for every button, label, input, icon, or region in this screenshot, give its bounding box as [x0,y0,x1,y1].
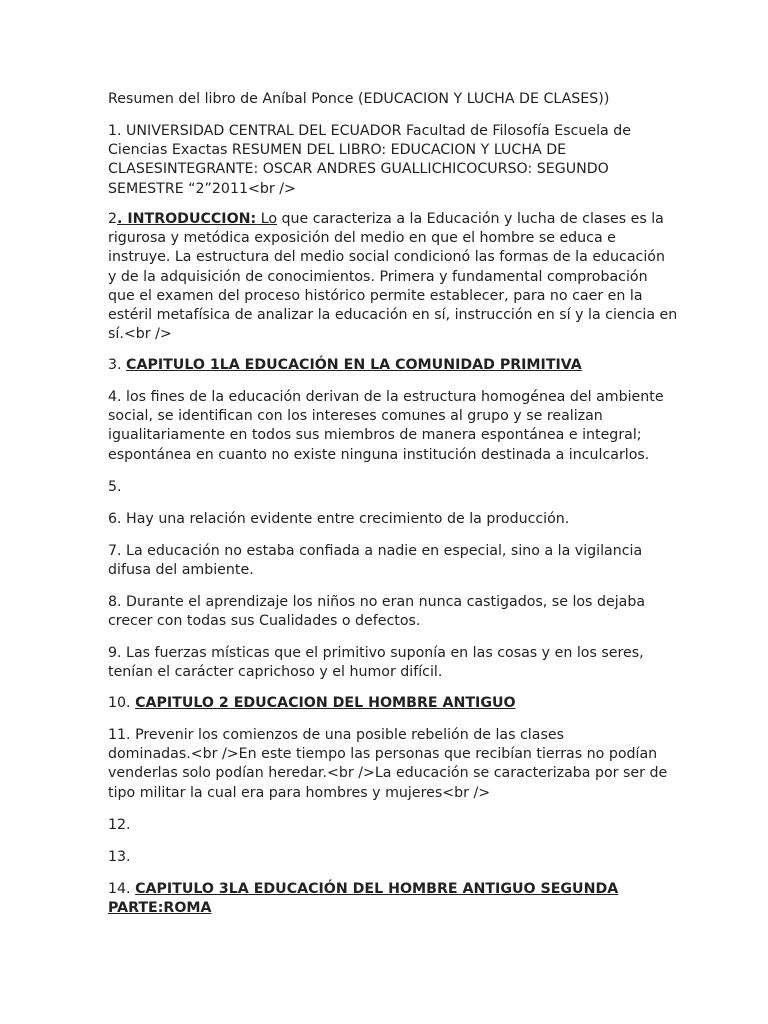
paragraph-1 [108,122,668,199]
capitulo-2-heading: CAPITULO 2 EDUCACION DEL HOMBRE ANTIGUO [135,695,516,711]
paragraph-2-number: 2 [108,211,118,227]
paragraph-4-line-3: igualitariamente en todos sus miembros de manera espontánea e integral; [108,427,642,444]
paragraph-13: 13. [108,849,131,865]
paragraph-3 [108,356,668,375]
paragraph-4-line-1: 4. los fines de la educación derivan de la estructura homogénea del ambiente [108,389,664,405]
paragraph-4 [108,388,668,465]
paragraph-8 [108,593,668,631]
paragraph-11-line-3: venderlas solo podían heredar.<br />La educación se caracterizaba por ser de [108,765,668,782]
paragraph-1-line-3: CLASESINTEGRANTE: OSCAR ANDRES GUALLICHICOCURSO: SEGUNDO [108,161,609,178]
paragraph-2-line-7: sí.<br /> [108,326,172,343]
paragraph-4-line-2: social, se identifican con los intereses comunes al grupo y se realizan [108,408,603,425]
paragraph-7-line-1: 7. La educación no estaba confiada a nadie en especial, sino a la vigilancia [108,543,643,559]
paragraph-12: 12. [108,817,131,833]
paragraph-8-line-1: 8. Durante el aprendizaje los niños no eran nunca castigados, se los dejaba [108,594,646,610]
paragraph-11-line-2: dominadas.<br />En este tiempo las personas que recibían tierras no podían [108,746,658,763]
paragraph-4-line-4: espontánea en cuanto no existe ninguna institución destinada a inculcarlos. [108,446,650,463]
paragraph-1-line-4: SEMESTRE “2”2011<br /> [108,180,296,197]
paragraph-1-line-1: 1. UNIVERSIDAD CENTRAL DEL ECUADOR Facultad de Filosofía Escuela de [108,123,631,139]
paragraph-10 [108,694,668,713]
paragraph-9 [108,644,668,682]
paragraph-11 [108,726,668,803]
capitulo-3-heading-line-2: PARTE:ROMA [108,900,212,917]
capitulo-3-heading-line-1: CAPITULO 3LA EDUCACIÓN DEL HOMBRE ANTIGUO SEGUNDA [135,881,619,897]
paragraph-2-line-1: que caracteriza a la Educación y lucha de clases es la [277,211,664,227]
paragraph-2-line-4: y de la adquisición de conocimientos. Primera y fundamental comprobación [108,268,648,285]
introduccion-heading: . INTRODUCCION: [117,211,257,227]
paragraph-14-number: 14. [108,881,136,897]
paragraph-2-line-5: que el examen del proceso histórico permite establecer, para no caer en la [108,287,643,304]
paragraph-2 [108,210,678,344]
paragraph-7-line-2: difusa del ambiente. [108,562,254,579]
paragraph-2-underlined-word: Lo [256,211,278,227]
paragraph-5: 5. [108,479,122,495]
paragraph-9-line-1: 9. Las fuerzas místicas que el primitivo suponía en las cosas y en los seres, [108,645,644,661]
paragraph-2-line-3: instruye. La estructura del medio social condicionó las formas de la educación [108,249,665,266]
paragraph-14 [108,880,668,918]
paragraph-9-line-2: tenían el carácter caprichoso y el humor difícil. [108,664,443,681]
paragraph-7 [108,542,668,580]
paragraph-11-line-1: 11. Prevenir los comienzos de una posible rebelión de las clases [108,727,564,743]
paragraph-10-number: 10. [108,695,136,711]
paragraph-2-line-2: rigurosa y metódica exposición del medio en que el hombre se educa e [108,230,616,247]
paragraph-8-line-2: crecer con todas sus Cualidades o defectos. [108,613,421,630]
paragraph-1-line-2: Ciencias Exactas RESUMEN DEL LIBRO: EDUCACION Y LUCHA DE [108,142,567,159]
paragraph-6: 6. Hay una relación evidente entre crecimiento de la producción. [108,511,570,527]
capitulo-1-heading: CAPITULO 1LA EDUCACIÓN EN LA COMUNIDAD PRIMITIVA [126,357,582,373]
paragraph-3-number: 3. [108,357,127,373]
paragraph-11-line-4: tipo militar la cual era para hombres y mujeres<br /> [108,784,491,801]
document-title: Resumen del libro de Aníbal Ponce (EDUCACION Y LUCHA DE CLASES)) [108,91,610,107]
paragraph-2-line-6: estéril metafísica de analizar la educación en sí, instrucción en sí y la ciencia en [108,307,678,324]
